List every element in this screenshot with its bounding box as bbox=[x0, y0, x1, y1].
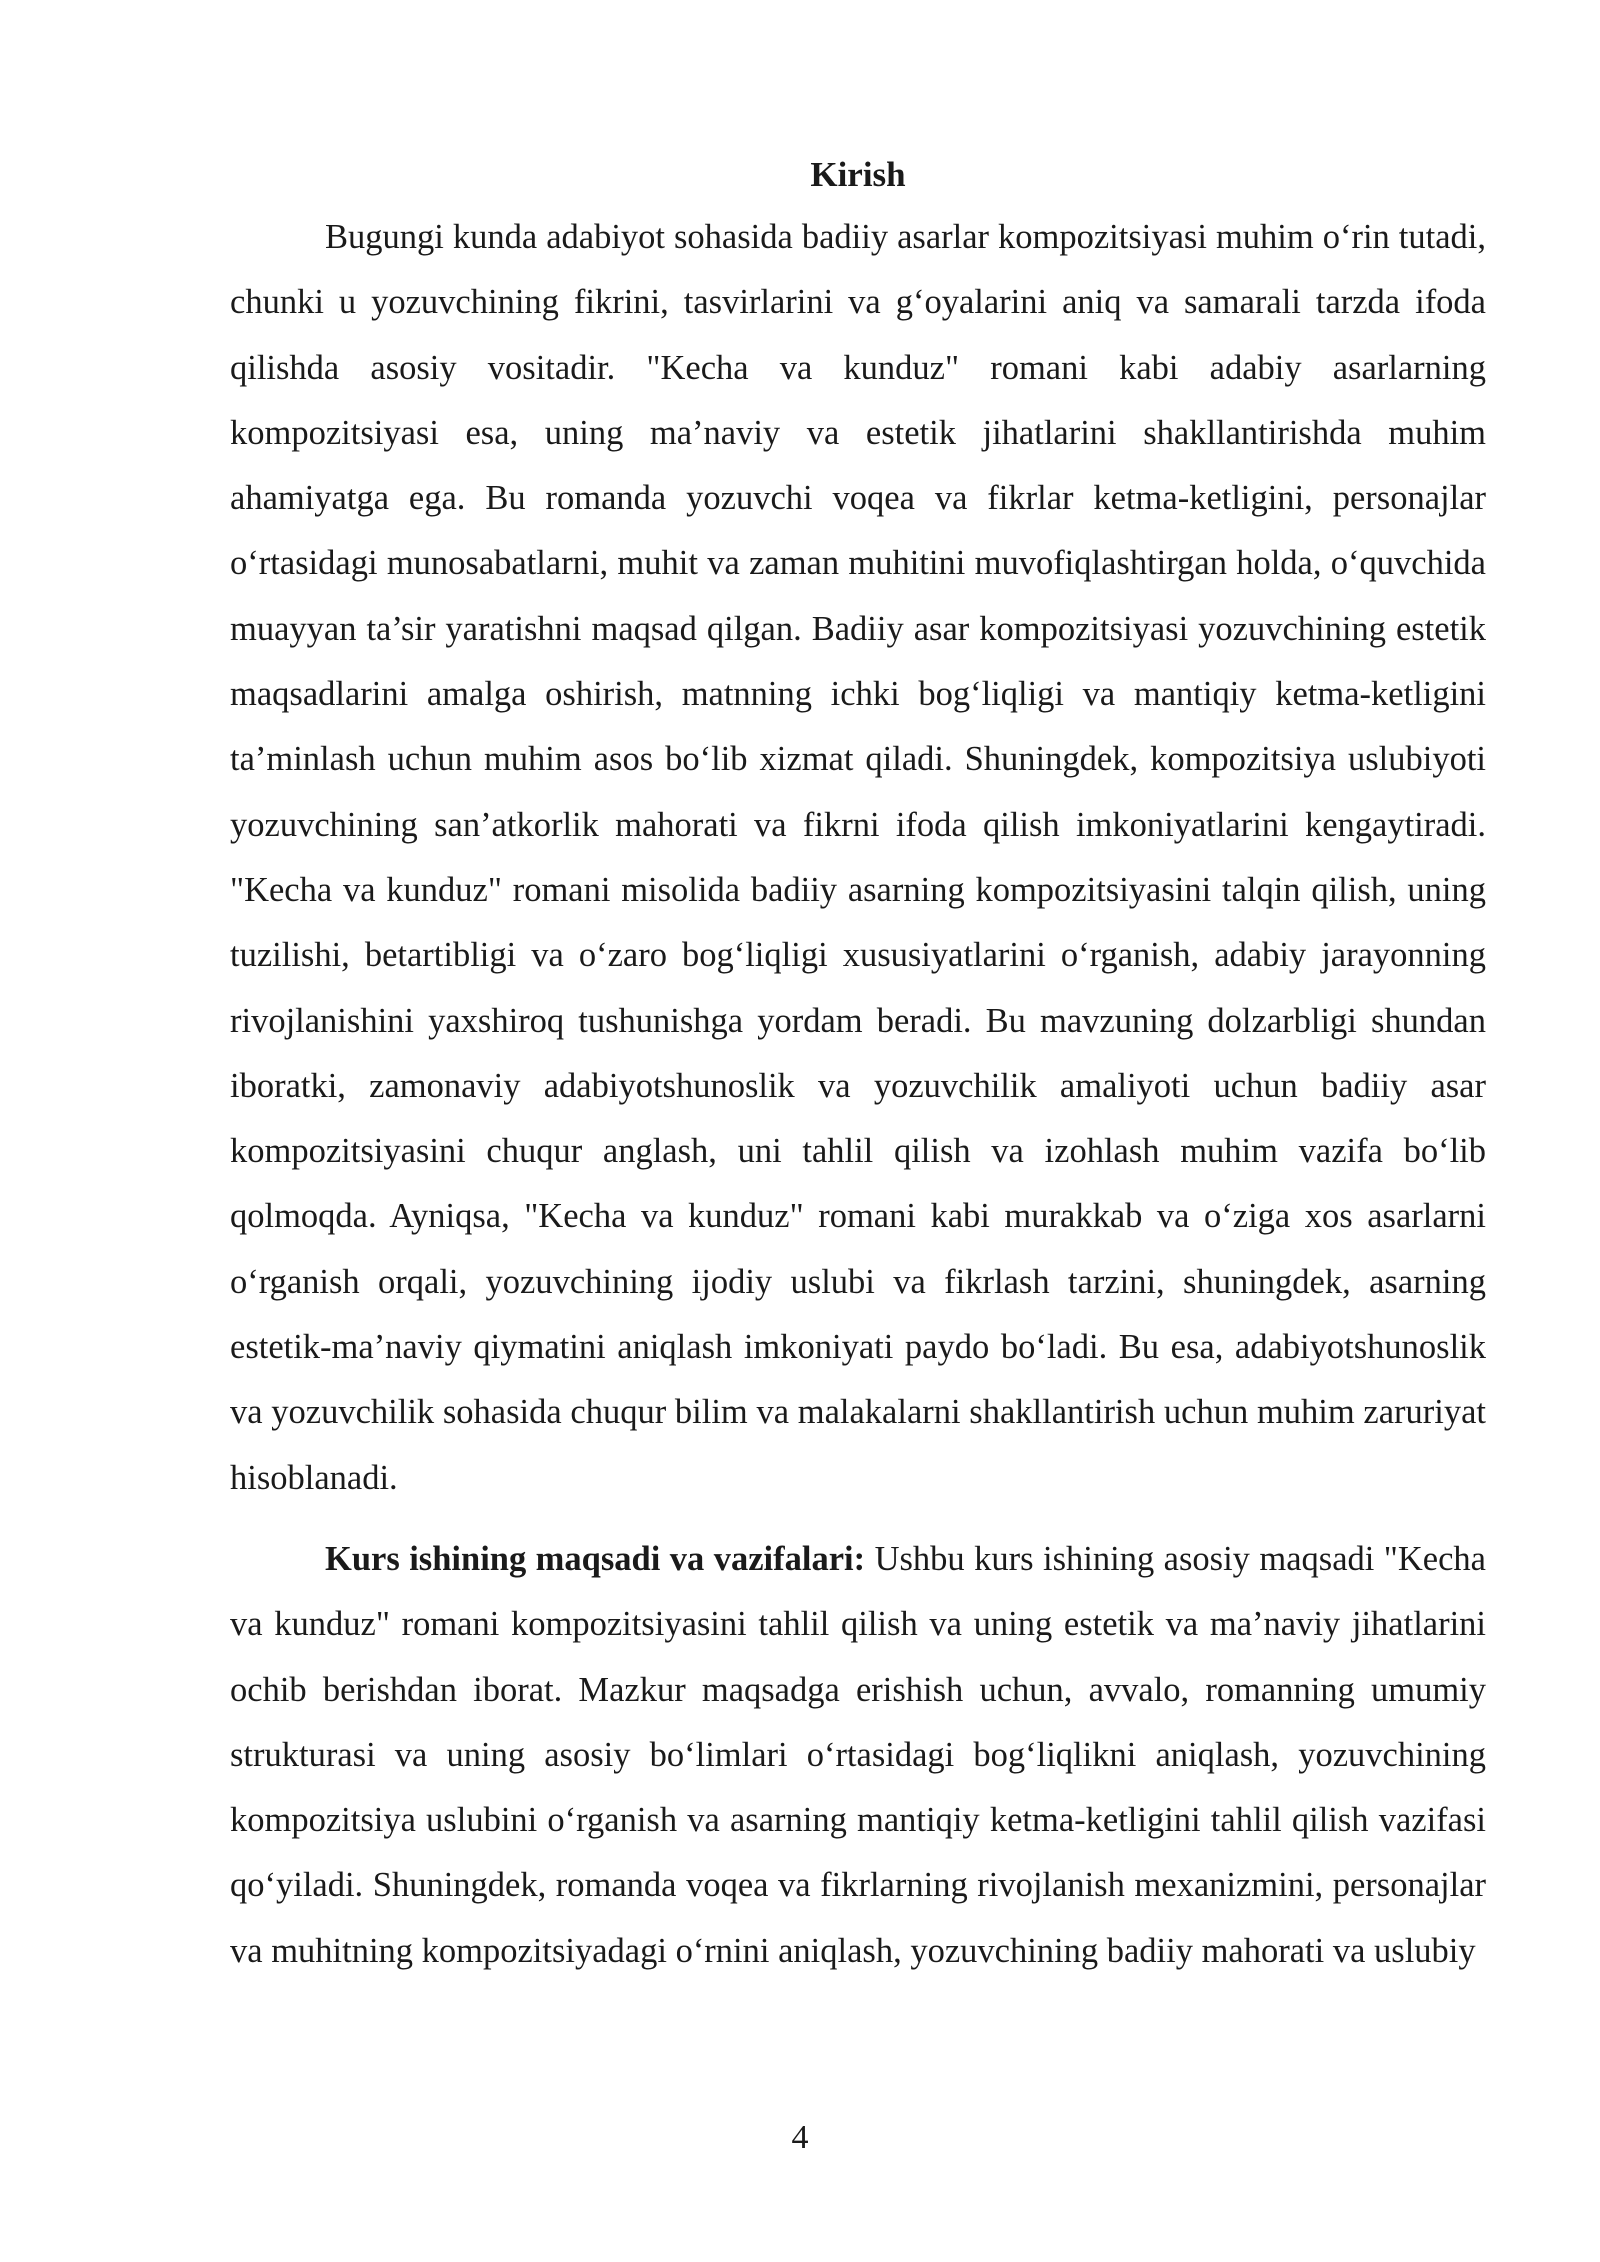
paragraph-introduction bbox=[230, 205, 1486, 1511]
paragraph-goals bbox=[230, 1527, 1486, 1984]
paragraph-lead: Kurs ishining maqsadi va vazifalari: bbox=[325, 1539, 866, 1578]
page-number: 4 bbox=[791, 2119, 809, 2156]
paragraph-text: Bugungi kunda adabiyot sohasida badiiy asarlar kompozitsiyasi muhim o‘rin tutadi, chunki u yozuvchining fikrini, tasvirlarini va g‘oyalarini aniq va samarali tarzda ifoda qilishda asosiy vositadir. "Kecha va kunduz" romani kabi adabiy asarlarning kompozitsiyasi esa, uning ma’naviy va estetik jihatlarini shakllantirishda muhim ahamiyatga ega. Bu romanda yozuvchi voqea va fikrlar ketma-ketligini, personajlar o‘rtasidagi munosabatlarni, muhit va zaman muhitini muvofiqlashtirgan holda, o‘quvchida muayyan ta’sir yaratishni maqsad qilgan. Badiiy asar kompozitsiyasi yozuvchining estetik maqsadlarini amalga oshirish, matnning ichki bog‘liqligi va mantiqiy ketma-ketligini ta’minlash uchun muhim asos bo‘lib xizmat qiladi. Shuningdek, kompozitsiya uslubiyoti yozuvchining san’atkorlik mahorati va fikrni ifoda qilish imkoniyatlarini kengaytiradi. "Kecha va kunduz" romani misolida badiiy asarning kompozitsiyasini talqin qilish, uning tuzilishi, betartibligi va o‘zaro bog‘liqligi xususiyatlarini o‘rganish, adabiy jarayonning rivojlanishini yaxshiroq tushunishga yordam beradi. Bu mavzuning dolzarbligi shundan iboratki, zamonaviy adabiyotshunoslik va yozuvchilik amaliyoti uchun badiiy asar kompozitsiyasini chuqur anglash, uni tahlil qilish va izohlash muhim vazifa bo‘lib qolmoqda. Ayniqsa, "Kecha va kunduz" romani kabi murakkab va o‘ziga xos asarlarni o‘rganish orqali, yozuvchining ijodiy uslubi va fikrlash tarzini, shuningdek, asarning estetik-ma’naviy qiymatini aniqlash imkoniyati paydo bo‘ladi. Bu esa, adabiyotshunoslik va yozuvchilik sohasida chuqur bilim va malakalarni shakllantirish uchun muhim zaruriyat hisoblanadi. bbox=[230, 218, 1486, 1497]
document-page bbox=[230, 145, 1486, 1984]
paragraph-text: Ushbu kurs ishining asosiy maqsadi "Kecha va kunduz" romani kompozitsiyasini tahlil qilish va uning estetik va ma’naviy jihatlarini ochib berishdan iborat. Mazkur maqsadga erishish uchun, avvalo, romanning umumiy strukturasi va uning asosiy bo‘limlari o‘rtasidagi bog‘liqlikni aniqlash, yozuvchining kompozitsiya uslubini o‘rganish va asarning mantiqiy ketma-ketligini tahlil qilish vazifasi qo‘yiladi. Shuningdek, romanda voqea va fikrlarning rivojlanish mexanizmini, personajlar va muhitning kompozitsiyadagi o‘rnini aniqlash, yozuvchining badiiy mahorati va uslubiy bbox=[230, 1539, 1486, 1970]
section-heading: Kirish bbox=[810, 155, 906, 194]
